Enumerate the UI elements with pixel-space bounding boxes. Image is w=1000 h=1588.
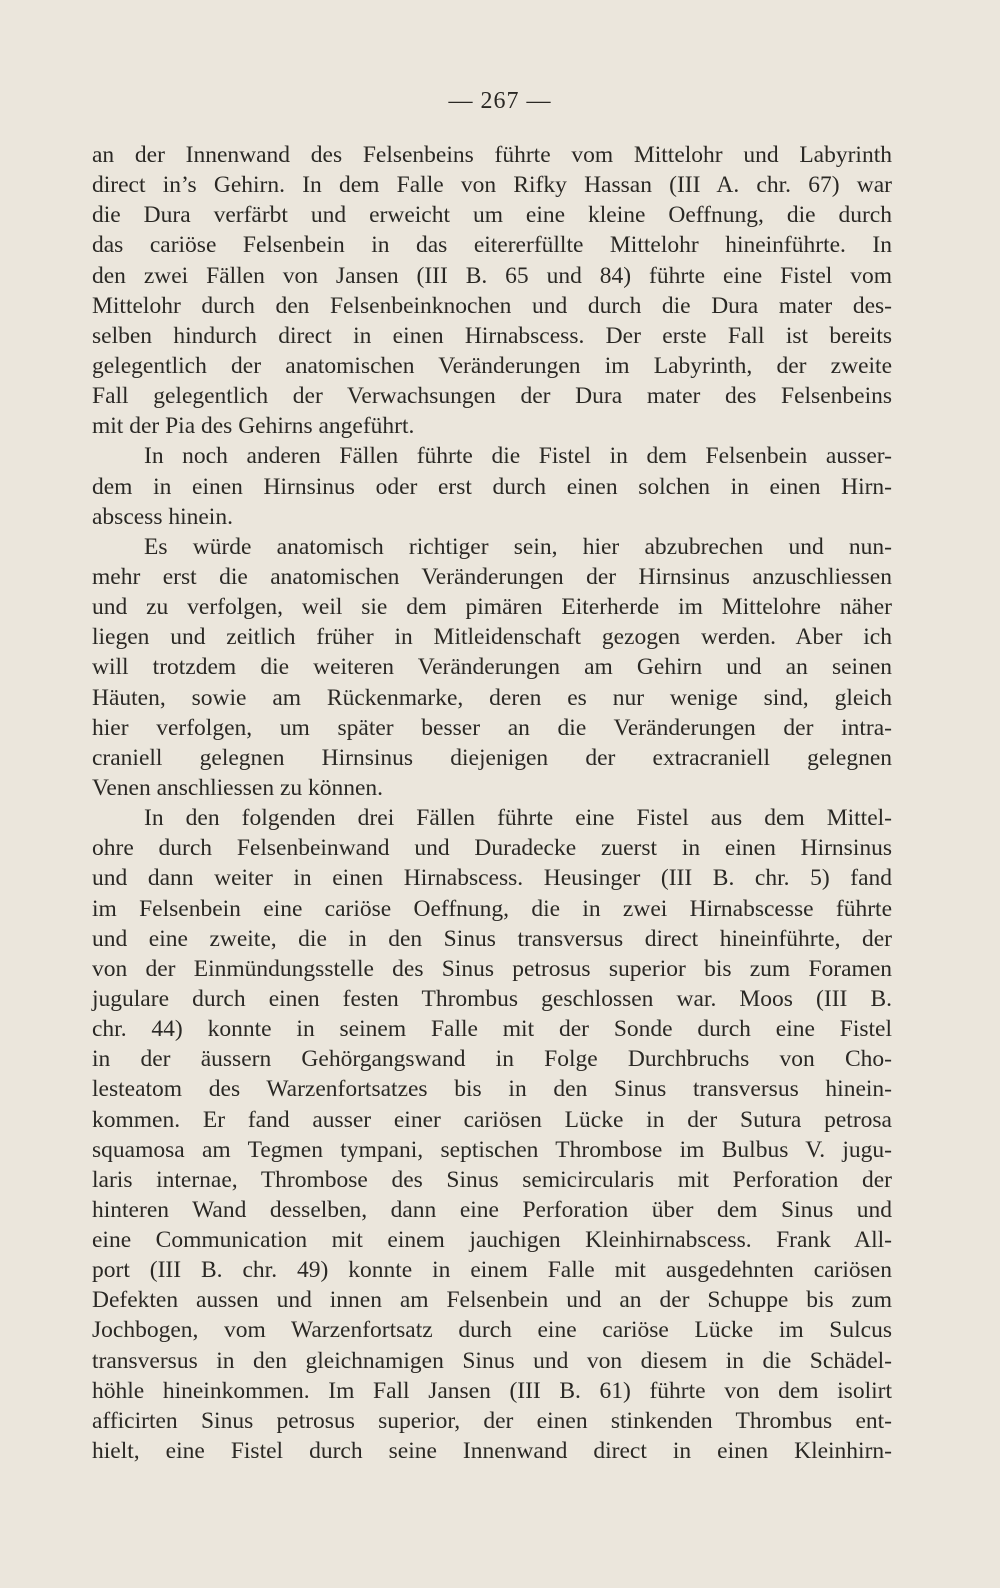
text-line: und dann weiter in einen Hirnabscess. Heusinger (III B. chr. 5) fand bbox=[92, 865, 892, 892]
text-line: mit der Pia des Gehirns angeführt. bbox=[92, 413, 415, 440]
text-line: In den folgenden drei Fällen führte eine Fistel aus dem Mittel- bbox=[144, 805, 892, 832]
text-line: hier verfolgen, um später besser an die Veränderungen der intra- bbox=[92, 714, 892, 741]
text-line: das cariöse Felsenbein in das eitererfüllte Mittelohr hineinführte. In bbox=[92, 232, 892, 259]
text-line: Jochbogen, vom Warzenfortsatz durch eine cariöse Lücke im Sulcus bbox=[92, 1317, 892, 1344]
text-line: hinteren Wand desselben, dann eine Perforation über dem Sinus und bbox=[92, 1196, 892, 1223]
text-line: dem in einen Hirnsinus oder erst durch einen solchen in einen Hirn- bbox=[92, 473, 892, 500]
text-line: ohre durch Felsenbeinwand und Duradecke zuerst in einen Hirnsinus bbox=[92, 835, 892, 862]
text-line: die Dura verfärbt und erweicht um eine kleine Oeffnung, die durch bbox=[92, 202, 892, 229]
text-line: port (III B. chr. 49) konnte in einem Falle mit ausgedehnten cariösen bbox=[92, 1257, 892, 1284]
text-line: hielt, eine Fistel durch seine Innenwand direct in einen Kleinhirn- bbox=[92, 1438, 892, 1465]
text-line: eine Communication mit einem jauchigen Kleinhirnabscess. Frank All- bbox=[92, 1227, 892, 1254]
body-text bbox=[92, 140, 892, 1466]
text-line: In noch anderen Fällen führte die Fistel in dem Felsenbein ausser- bbox=[144, 443, 892, 470]
text-line: afficirten Sinus petrosus superior, der einen stinkenden Thrombus ent- bbox=[92, 1407, 892, 1434]
text-line: in der äussern Gehörgangswand in Folge Durchbruchs von Cho- bbox=[92, 1046, 892, 1073]
text-line: chr. 44) konnte in seinem Falle mit der Sonde durch eine Fistel bbox=[92, 1016, 892, 1043]
text-line: und zu verfolgen, weil sie dem pimären Eiterherde im Mittelohre näher bbox=[92, 594, 892, 621]
text-line: Mittelohr durch den Felsenbeinknochen und durch die Dura mater des- bbox=[92, 292, 892, 319]
text-line: mehr erst die anatomischen Veränderungen der Hirnsinus anzuschliessen bbox=[92, 563, 892, 590]
text-line: und eine zweite, die in den Sinus transversus direct hineinführte, der bbox=[92, 925, 892, 952]
text-line: Häuten, sowie am Rückenmarke, deren es nur wenige sind, gleich bbox=[92, 684, 892, 711]
text-line: squamosa am Tegmen tympani, septischen Thrombose im Bulbus V. jugu- bbox=[92, 1136, 892, 1163]
text-line: Es würde anatomisch richtiger sein, hier abzubrechen und nun- bbox=[144, 533, 892, 560]
text-line: den zwei Fällen von Jansen (III B. 65 und 84) führte eine Fistel vom bbox=[92, 262, 892, 289]
text-line: craniell gelegnen Hirnsinus diejenigen der extracraniell gelegnen bbox=[92, 744, 892, 771]
text-line: von der Einmündungsstelle des Sinus petrosus superior bis zum Foramen bbox=[92, 955, 892, 982]
page-number: — 267 — bbox=[448, 88, 552, 114]
text-line: Defekten aussen und innen am Felsenbein und an der Schuppe bis zum bbox=[92, 1287, 892, 1314]
text-line: transversus in den gleichnamigen Sinus und von diesem in die Schädel- bbox=[92, 1347, 892, 1374]
text-line: an der Innenwand des Felsenbeins führte vom Mittelohr und Labyrinth bbox=[92, 142, 892, 168]
text-line: will trotzdem die weiteren Veränderungen am Gehirn und an seinen bbox=[92, 654, 892, 681]
text-line: selben hindurch direct in einen Hirnabscess. Der erste Fall ist bereits bbox=[92, 322, 892, 349]
text-line: abscess hinein. bbox=[92, 503, 233, 530]
text-line: direct in’s Gehirn. In dem Falle von Rifky Hassan (III A. chr. 67) war bbox=[92, 172, 892, 199]
text-line: im Felsenbein eine cariöse Oeffnung, die in zwei Hirnabscesse führte bbox=[92, 895, 892, 922]
text-line: höhle hineinkommen. Im Fall Jansen (III B. 61) führte von dem isolirt bbox=[92, 1377, 892, 1404]
text-line: liegen und zeitlich früher in Mitleidenschaft gezogen werden. Aber ich bbox=[92, 624, 892, 651]
text-line: kommen. Er fand ausser einer cariösen Lücke in der Sutura petrosa bbox=[92, 1106, 892, 1133]
text-line: gelegentlich der anatomischen Veränderungen im Labyrinth, der zweite bbox=[92, 352, 892, 379]
text-line: Fall gelegentlich der Verwachsungen der Dura mater des Felsenbeins bbox=[92, 383, 892, 410]
text-line: Venen anschliessen zu können. bbox=[92, 774, 384, 801]
text-line: lesteatom des Warzenfortsatzes bis in den Sinus transversus hinein- bbox=[92, 1076, 892, 1103]
text-line: laris internae, Thrombose des Sinus semicircularis mit Perforation der bbox=[92, 1166, 892, 1193]
text-line: jugulare durch einen festen Thrombus geschlossen war. Moos (III B. bbox=[92, 985, 892, 1012]
